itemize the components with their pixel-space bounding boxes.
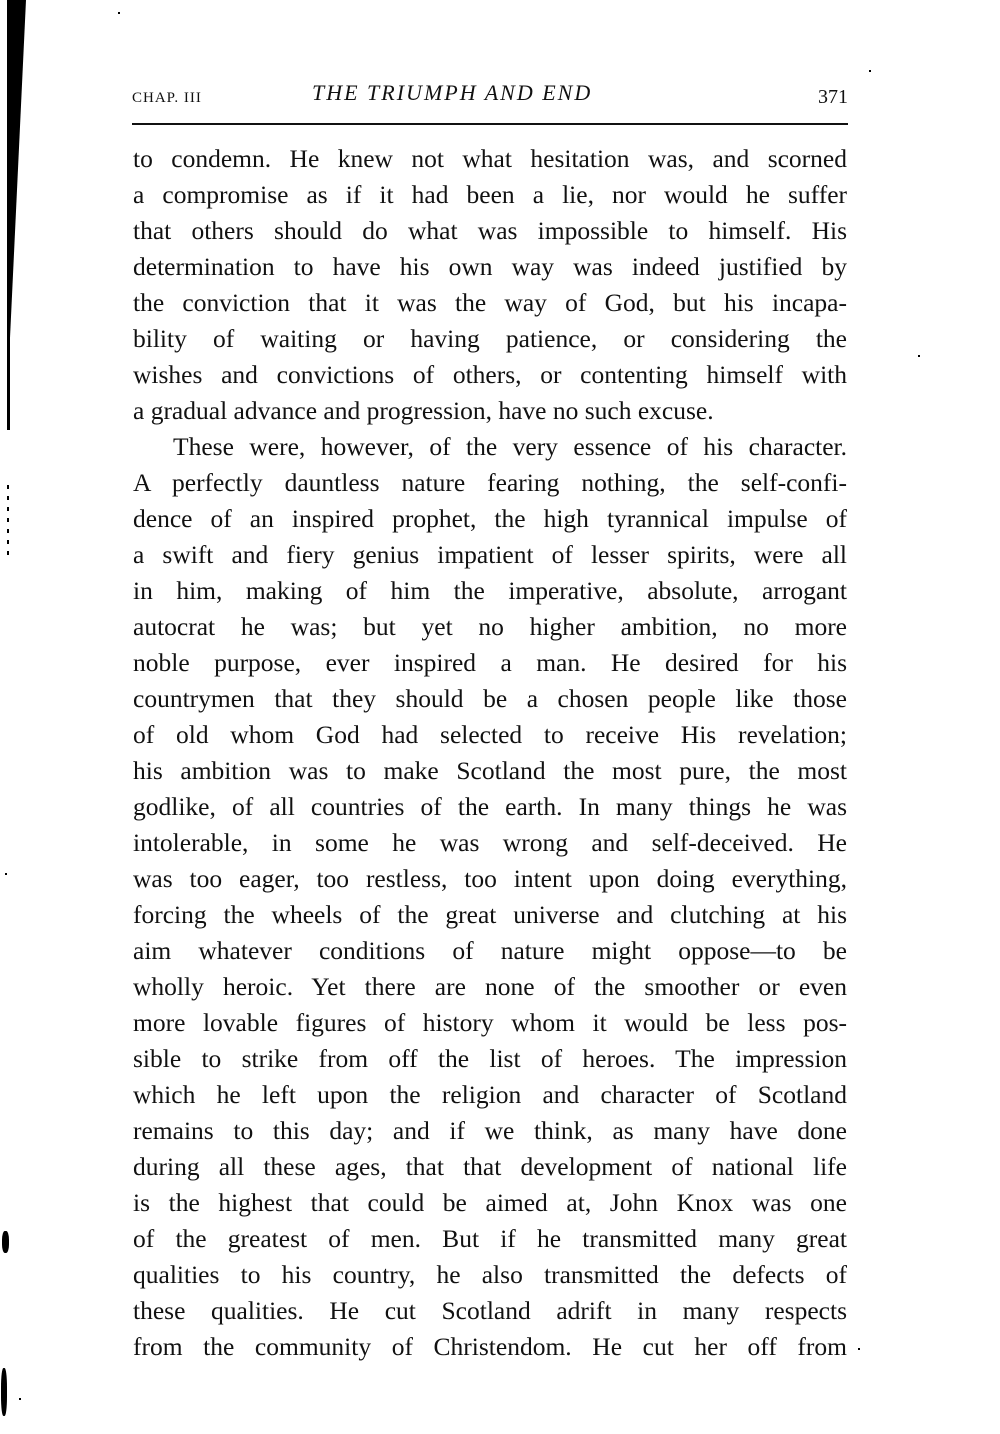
- speck: [869, 70, 871, 72]
- speck: [858, 1348, 860, 1350]
- speck: [918, 355, 920, 357]
- text-line: wholly heroic. Yet there are none of the smoother or even: [133, 972, 847, 1001]
- binding-edge: [7, 0, 10, 430]
- running-head: [132, 78, 848, 118]
- text-line: that others should do what was impossible to himself. His: [133, 216, 847, 245]
- text-line: from the community of Christendom. He cut her off from: [133, 1332, 847, 1361]
- text-line: of old whom God had selected to receive His revelation;: [133, 720, 847, 749]
- text-line: wishes and convictions of others, or contenting himself with: [133, 360, 847, 389]
- text-line: a gradual advance and progression, have no such excuse.: [133, 396, 714, 425]
- scan-marks: [7, 485, 9, 555]
- text-line: these qualities. He cut Scotland adrift in many respects: [133, 1296, 847, 1325]
- body-text: [133, 141, 847, 1365]
- text-line: during all these ages, that that development of national life: [133, 1152, 847, 1181]
- text-line: remains to this day; and if we think, as many have done: [133, 1116, 847, 1145]
- text-line: to condemn. He knew not what hesitation was, and scorned: [133, 144, 847, 173]
- text-line: godlike, of all countries of the earth. In many things he was: [133, 792, 847, 821]
- running-title: THE TRIUMPH AND END: [312, 80, 593, 105]
- paragraph: [133, 429, 847, 1365]
- text-line: a compromise as if it had been a lie, nor would he suffer: [133, 180, 847, 209]
- text-line: noble purpose, ever inspired a man. He desired for his: [133, 648, 847, 677]
- paragraph: [133, 141, 847, 429]
- header-rule: [132, 123, 848, 125]
- binding-shadow: [8, 0, 26, 380]
- text-line: qualities to his country, he also transmitted the defects of: [133, 1260, 847, 1289]
- text-line: These were, however, of the very essence of his character.: [173, 432, 847, 461]
- chapter-label: CHAP. III: [132, 90, 202, 106]
- text-line: which he left upon the religion and character of Scotland: [133, 1080, 847, 1109]
- text-line: sible to strike from off the list of heroes. The impression: [133, 1044, 847, 1073]
- ink-blot: [2, 1231, 9, 1253]
- text-line: dence of an inspired prophet, the high tyrannical impulse of: [133, 504, 847, 533]
- paragraphs: [133, 141, 847, 1365]
- text-line: more lovable figures of history whom it would be less pos-: [133, 1008, 847, 1037]
- text-line: the conviction that it was the way of God, but his incapa-: [133, 288, 847, 317]
- text-line: of the greatest of men. But if he transmitted many great: [133, 1224, 847, 1253]
- text-line: in him, making of him the imperative, absolute, arrogant: [133, 576, 847, 605]
- text-line: A perfectly dauntless nature fearing nothing, the self-confi-: [133, 468, 847, 497]
- text-line: his ambition was to make Scotland the most pure, the most: [133, 756, 847, 785]
- text-line: a swift and fiery genius impatient of lesser spirits, were all: [133, 540, 847, 569]
- text-line: autocrat he was; but yet no higher ambition, no more: [133, 612, 847, 641]
- speck: [19, 1398, 21, 1400]
- speck: [5, 873, 7, 875]
- text-line: countrymen that they should be a chosen people like those: [133, 684, 847, 713]
- text-line: bility of waiting or having patience, or considering the: [133, 324, 847, 353]
- text-line: is the highest that could be aimed at, John Knox was one: [133, 1188, 847, 1217]
- text-line: determination to have his own way was indeed justified by: [133, 252, 847, 281]
- text-line: aim whatever conditions of nature might oppose—to be: [133, 936, 847, 965]
- text-line: was too eager, too restless, too intent upon doing everything,: [133, 864, 847, 893]
- text-line: forcing the wheels of the great universe and clutching at his: [133, 900, 847, 929]
- page-number: 371: [818, 86, 848, 108]
- speck: [118, 12, 120, 14]
- text-line: intolerable, in some he was wrong and self-deceived. He: [133, 828, 847, 857]
- ink-blot: [1, 1368, 7, 1416]
